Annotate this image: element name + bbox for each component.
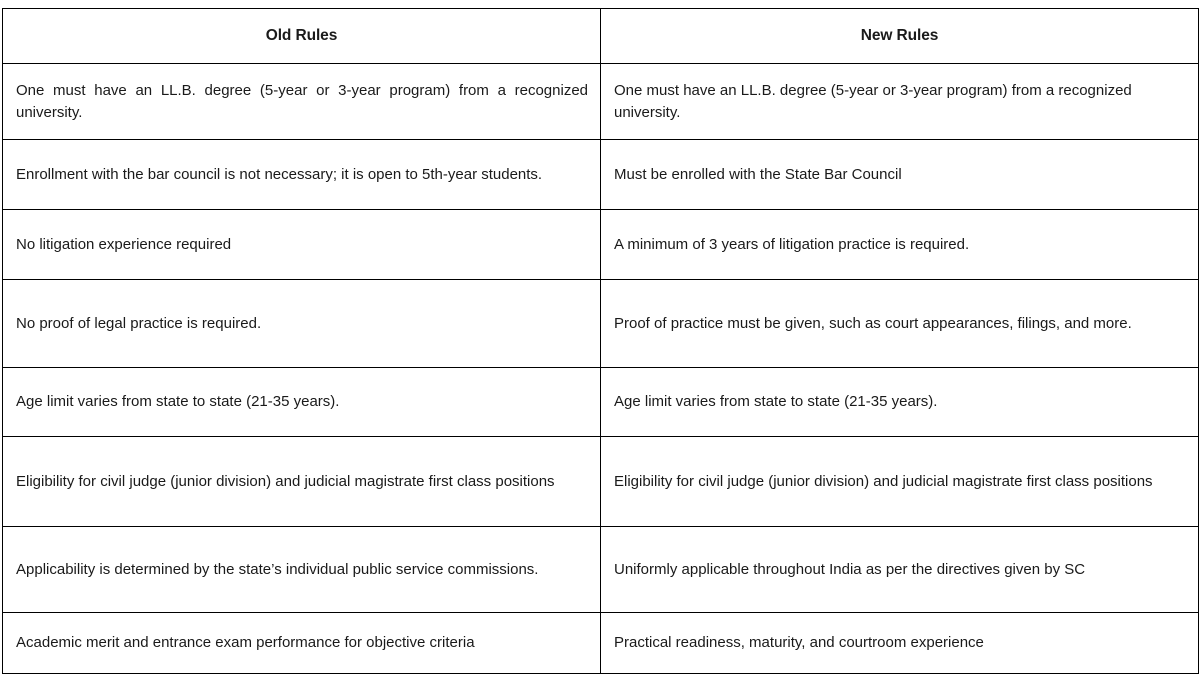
table-header xyxy=(3,9,1199,64)
cell-old-rules: Eligibility for civil judge (junior division) and judicial magistrate first class positions xyxy=(3,437,601,527)
cell-old-rules: Applicability is determined by the state’s individual public service commissions. xyxy=(3,527,601,613)
table-row xyxy=(3,140,1199,210)
table-row xyxy=(3,210,1199,280)
cell-old-rules: Academic merit and entrance exam performance for objective criteria xyxy=(3,613,601,674)
old-vs-new-rules-table xyxy=(2,8,1199,674)
cell-new-rules: One must have an LL.B. degree (5-year or 3-year program) from a recognized university. xyxy=(601,64,1199,140)
table-row xyxy=(3,64,1199,140)
cell-new-rules: Eligibility for civil judge (junior division) and judicial magistrate first class positions xyxy=(601,437,1199,527)
cell-old-rules: No proof of legal practice is required. xyxy=(3,280,601,368)
table-row xyxy=(3,437,1199,527)
cell-new-rules: A minimum of 3 years of litigation practice is required. xyxy=(601,210,1199,280)
table-row xyxy=(3,613,1199,674)
column-header-old-rules: Old Rules xyxy=(3,9,601,64)
cell-new-rules: Age limit varies from state to state (21-35 years). xyxy=(601,368,1199,437)
table-header-row xyxy=(3,9,1199,64)
comparison-table-container xyxy=(2,8,1198,674)
table-body xyxy=(3,64,1199,674)
column-header-new-rules: New Rules xyxy=(601,9,1199,64)
cell-new-rules: Uniformly applicable throughout India as per the directives given by SC xyxy=(601,527,1199,613)
table-row xyxy=(3,368,1199,437)
table-row xyxy=(3,527,1199,613)
cell-old-rules: No litigation experience required xyxy=(3,210,601,280)
table-row xyxy=(3,280,1199,368)
cell-old-rules: One must have an LL.B. degree (5-year or 3-year program) from a recognized university. xyxy=(3,64,601,140)
cell-new-rules: Practical readiness, maturity, and courtroom experience xyxy=(601,613,1199,674)
cell-old-rules: Age limit varies from state to state (21-35 years). xyxy=(3,368,601,437)
cell-new-rules: Proof of practice must be given, such as court appearances, filings, and more. xyxy=(601,280,1199,368)
cell-new-rules: Must be enrolled with the State Bar Council xyxy=(601,140,1199,210)
cell-old-rules: Enrollment with the bar council is not necessary; it is open to 5th-year students. xyxy=(3,140,601,210)
